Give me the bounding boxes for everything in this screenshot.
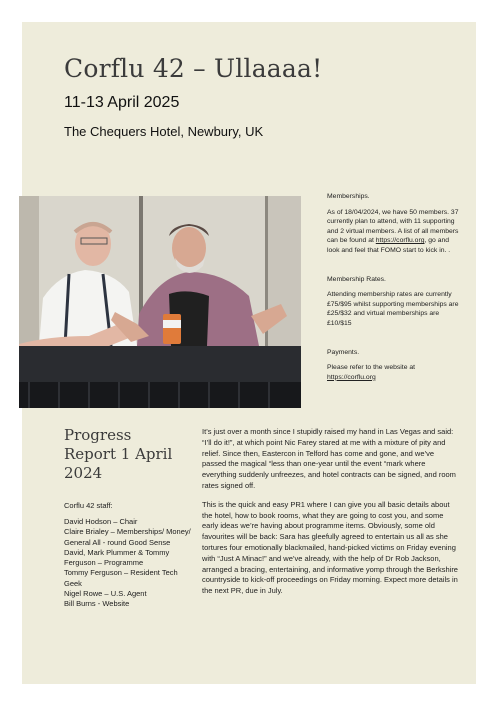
progress-report-title: Progress Report 1 April 2024 xyxy=(64,426,173,482)
event-venue: The Chequers Hotel, Newbury, UK xyxy=(64,124,264,139)
staff-list xyxy=(64,517,194,610)
newsletter-page xyxy=(22,22,476,684)
payments-text: Please refer to the website at https://corflu.org xyxy=(327,364,416,381)
body-paragraph: It’s just over a month since I stupidly raised my hand in Las Vegas and said: “I’ll do it!”, at which point Nic Farey stared at me with a mixture of pity and relief. Since then, Eastercon in Telford has come and gone, and we’ve passed the magical “less than one-year until the event “mark where everything suddenly unfreezes, and hotel contracts can be signed, and room rates signed off. xyxy=(202,427,456,490)
memberships-text: As of 18/04/2024, we have 50 members. 37 currently plan to attend, with 11 supporting and 2 virtual members. A list of all members can be found at https://corflu.org, go and look and feel that FOMO start to kick in. . xyxy=(327,208,459,254)
staff-member: David Hodson – Chair xyxy=(64,517,138,526)
memberships-link[interactable]: https://corflu.org xyxy=(375,237,425,245)
membership-rates-text: Attending membership rates are currently £75/$95 whilst supporting memberships are £25/$32 and virtual memberships are £10/$15 xyxy=(327,291,459,327)
sidebar xyxy=(327,192,459,391)
payments-link[interactable]: https://corflu.org xyxy=(327,373,376,381)
staff-member: David, Mark Plummer & Tommy Ferguson – Programme xyxy=(64,547,170,568)
article-body xyxy=(202,427,460,605)
body-paragraph: This is the quick and easy PR1 where I can give you all basic details about the hotel, how to book rooms, what they are going to cost you, and some early ideas we’re having about programme items. Obviously, some old favourites will be back: Sara has gleefully agreed to entertain us all as she tortures four emotionally blackmailed, hand-picked victims on Friday evening with “Just A Minac!” and we’ve already, with the help of Dr Rob Jackson, arranged a bracing, entertaining, and informative yomp through the Berkshire countryside to kick-off proceedings on Friday morning. Expect more details in the next PR, due in July. xyxy=(202,499,458,596)
membership-rates-heading: Membership Rates. xyxy=(327,275,386,283)
staff-member: Claire Brialey – Memberships/ Money/ General All - round Good Sense xyxy=(64,527,191,547)
staff-member: Nigel Rowe – U.S. Agent xyxy=(64,589,147,599)
staff-member: Tommy Ferguson – Resident Tech Geek xyxy=(64,568,178,588)
memberships-heading: Memberships. xyxy=(327,193,370,200)
page-title: Corflu 42 – Ullaaaa! xyxy=(64,54,323,83)
photo-committee-members xyxy=(19,196,301,408)
staff-heading: Corflu 42 staff: xyxy=(64,501,113,510)
payments-heading: Payments. xyxy=(327,348,360,356)
staff-member: Bill Burns - Website xyxy=(64,599,130,609)
event-dates: 11-13 April 2025 xyxy=(64,94,180,111)
